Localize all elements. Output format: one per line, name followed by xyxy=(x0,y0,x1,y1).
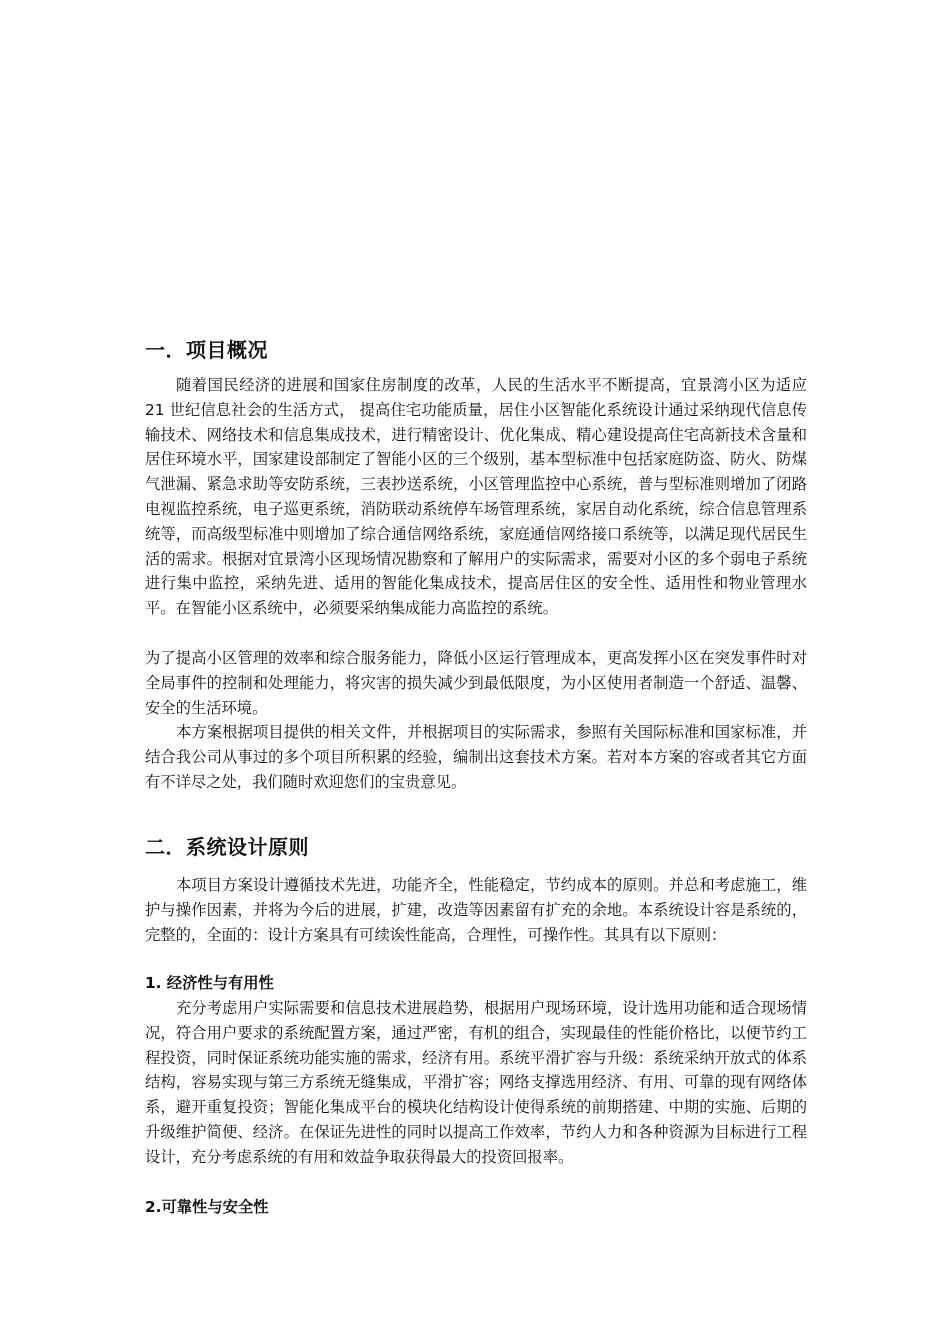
document-page xyxy=(145,0,807,1344)
section-heading-project-overview: 一．项目概况 xyxy=(145,338,268,362)
paragraph-economy: 充分考虑用户实际需要和信息技术进展趋势，根据用户现场环境，设计选用功能和适合现场情况，符合用户要求的系统配置方案，通过严密，有机的组合，实现最佳的性能价格比，以便节约工程投资，同时保证系统功能实施的需求，经济有用。系统平滑扩容与升级：系统采纳开放式的体系结构，容易实现与第三方系统无缝集成，平滑扩容；网络支撑选用经济、有用、可靠的现有网络体系，避开重复投资；智能化集成平台的模块化结构设计使得系统的前期搭建、中期的实施、后期的升级维护简便、经济。在保证先进性的同时以提高工作效率，节约人力和各种资源为目标进行工程设计，充分考虑系统的有用和效益争取获得最大的投资回报率。 xyxy=(145,999,807,1166)
paragraph-overview-scope: 本方案根据项目提供的相关文件，并根据项目的实际需求，参照有关国际标准和国家标准，并结合我公司从事过的多个项目所积累的经验，编制出这套技术方案。若对本方案的容或者其它方面有不详尽之处，我们随时欢迎您们的宝贵意见。 xyxy=(145,723,807,791)
subsection-heading-economy: 1. 经济性与有用性 xyxy=(145,974,274,992)
section-heading-design-principles: 二．系统设计原则 xyxy=(145,835,309,859)
paragraph-overview-goal: 为了提高小区管理的效率和综合服务能力，降低小区运行管理成本，更高发挥小区在突发事件时对全局事件的控制和处理能力，将灾害的损失减少到最低限度，为小区使用者制造一个舒适、温馨、安全的生活环境。 xyxy=(145,649,807,717)
paragraph-overview-background: 随着国民经济的进展和国家住房制度的改革，人民的生活水平不断提高，宜景湾小区为适应 21 世纪信息社会的生活方式， 提高住宅功能质量，居住小区智能化系统设计通过采纳现代信息传输技术、网络技术和信息集成技术，进行精密设计、优化集成、精心建设提高住宅高新技术含量和居住环境水平，国家建设部制定了智能小区的三个级别，基本型标准中包括家庭防盗、防火、防煤气泄漏、紧急求助等安防系统，三表抄送系统，小区管理监控中心系统，普与型标准则增加了闭路电视监控系统，电子巡更系统，消防联动系统停车场管理系统，家居自动化系统，综合信息管理系统等，而高级型标准中则增加了综合通信网络系统，家庭通信网络接口系统等，以满足现代居民生活的需求。根据对宜景湾小区现场情况勘察和了解用户的实际需求，需要对小区的多个弱电子系统进行集中监控，采纳先进、适用的智能化集成技术，提高居住区的安全性、适用性和物业管理水平。在智能小区系统中，必须要采纳集成能力高监控的系统。 xyxy=(145,376,807,618)
paragraph-principles-intro: 本项目方案设计遵循技术先进，功能齐全，性能稳定，节约成本的原则。并总和考虑施工，维护与操作因素，并将为今后的进展，扩建，改造等因素留有扩充的余地。本系统设计容是系统的，完整的，全面的：设计方案具有可续诶性能高，合理性，可操作性。其具有以下原则： xyxy=(145,876,807,944)
subsection-heading-reliability: 2.可靠性与安全性 xyxy=(145,1198,269,1216)
